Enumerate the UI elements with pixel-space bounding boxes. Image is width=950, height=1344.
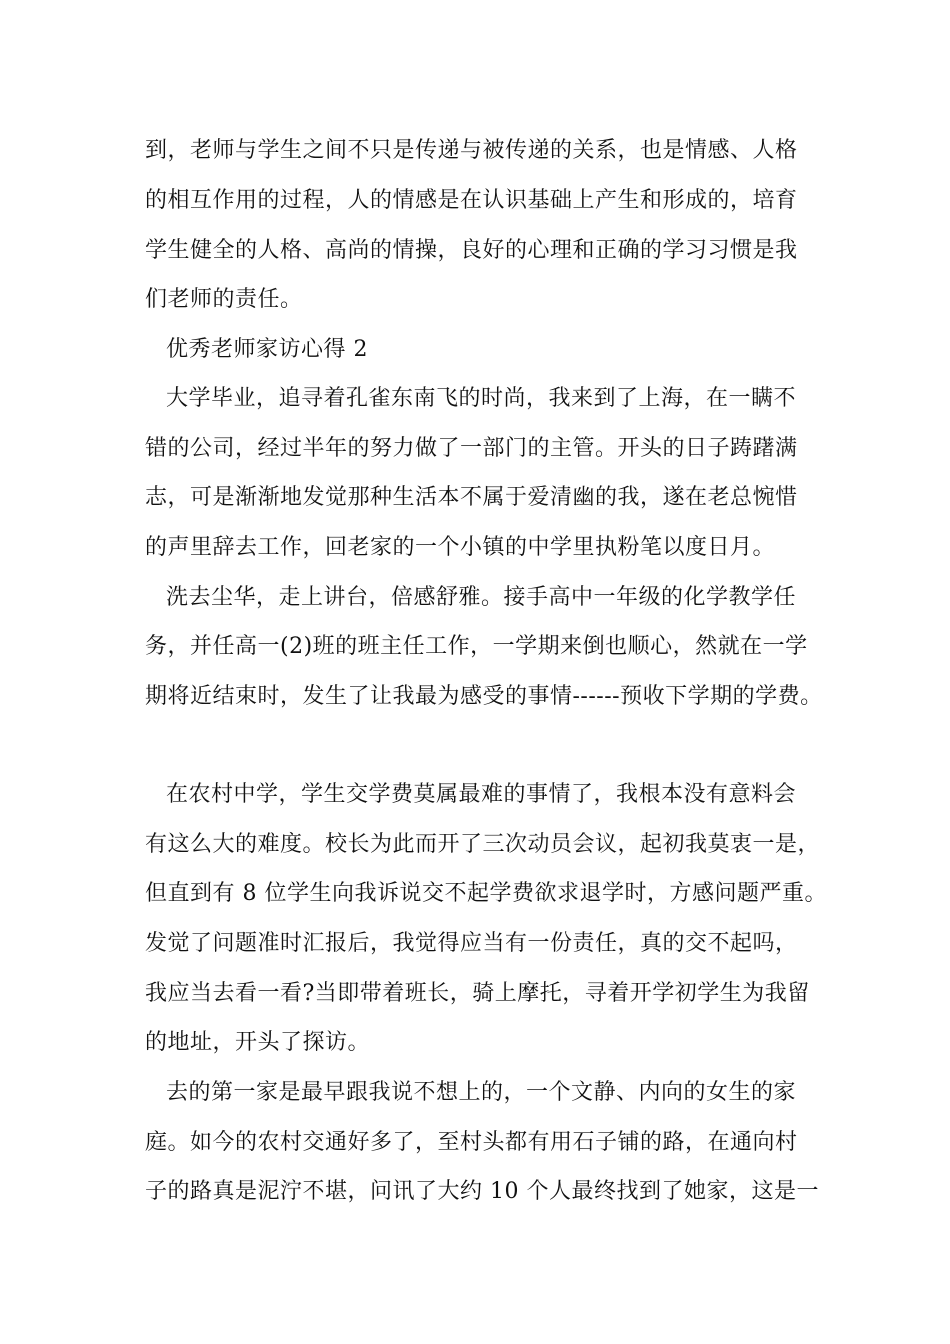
- body-text-line: 期将近结束时，发生了让我最为感受的事情------预收下学期的学费。: [145, 684, 823, 709]
- body-text-line: 们老师的责任。: [145, 287, 303, 312]
- body-text-line: 的声里辞去工作，回老家的一个小镇的中学里执粉笔以度日月。: [145, 535, 776, 560]
- body-text-line: 的地址，开头了探访。: [145, 1030, 371, 1055]
- body-text-line: 的相互作用的过程，人的情感是在认识基础上产生和形成的，培育: [145, 188, 798, 213]
- section-heading: 优秀老师家访心得 2: [166, 337, 368, 362]
- body-text-line: 但直到有 8 位学生向我诉说交不起学费欲求退学时，方感问题严重。: [145, 881, 827, 906]
- body-text-line: 志，可是渐渐地发觉那种生活本不属于爱清幽的我，遂在老总惋惜: [145, 485, 798, 510]
- body-text-line: 在农村中学，学生交学费莫属最难的事情了，我根本没有意料会: [166, 782, 797, 807]
- body-text-line: 大学毕业，追寻着孔雀东南飞的时尚，我来到了上海，在一瞒不: [166, 386, 797, 411]
- body-text-line: 我应当去看一看?当即带着班长，骑上摩托，寻着开学初学生为我留: [145, 981, 810, 1006]
- body-text-line: 去的第一家是最早跟我说不想上的，一个文静、内向的女生的家: [166, 1080, 797, 1105]
- body-text-line: 错的公司，经过半年的努力做了一部门的主管。开头的日子踌躇满: [145, 436, 798, 461]
- body-text-line: 有这么大的难度。校长为此而开了三次动员会议，起初我莫衷一是，: [145, 832, 821, 857]
- body-text-line: 庭。如今的农村交通好多了，至村头都有用石子铺的路，在通向村: [145, 1130, 798, 1155]
- body-text-line: 发觉了问题准时汇报后，我觉得应当有一份责任，真的交不起吗，: [145, 931, 798, 956]
- body-text-line: 到，老师与学生之间不只是传递与被传递的关系，也是情感、人格: [145, 138, 798, 163]
- body-text-line: 务，并任高一(2)班的班主任工作，一学期来倒也顺心，然就在一学: [145, 634, 808, 659]
- body-text-line: 洗去尘华，走上讲台，倍感舒雅。接手高中一年级的化学教学任: [166, 585, 797, 610]
- body-text-line: 子的路真是泥泞不堪，问讯了大约 10 个人最终找到了她家，这是一: [145, 1179, 819, 1204]
- body-text-line: 学生健全的人格、高尚的情操，良好的心理和正确的学习习惯是我: [145, 238, 798, 263]
